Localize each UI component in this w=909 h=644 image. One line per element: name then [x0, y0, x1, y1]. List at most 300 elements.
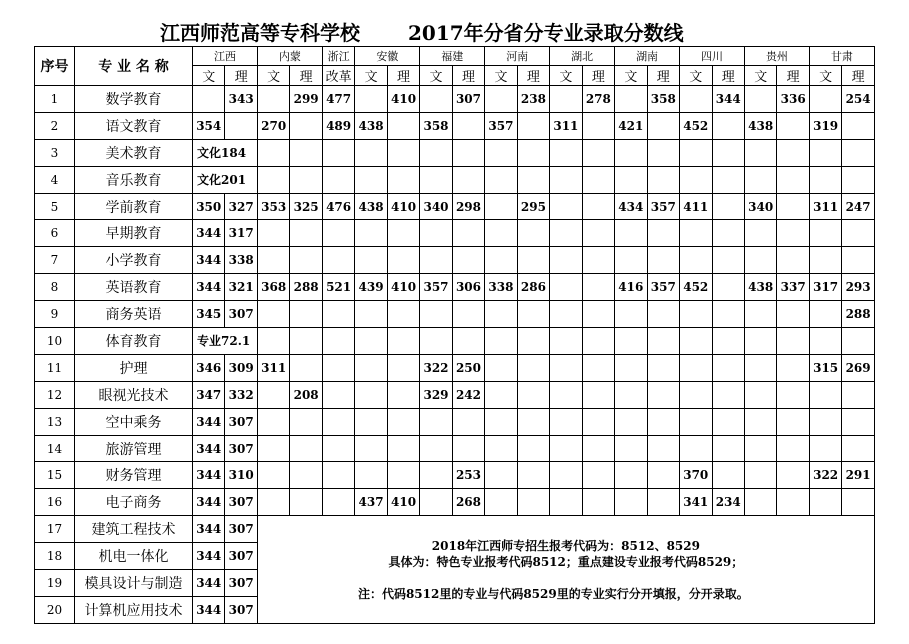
score-cell: 234 — [712, 489, 744, 516]
table-row — [35, 220, 875, 247]
score-cell: 338 — [225, 247, 257, 274]
score-cell — [809, 139, 841, 166]
score-cell — [712, 166, 744, 193]
score-cell — [485, 220, 517, 247]
score-cell: 286 — [517, 274, 549, 301]
score-cell — [452, 247, 484, 274]
score-cell — [842, 247, 874, 274]
score-cell: 307 — [452, 86, 484, 113]
table-row — [35, 516, 875, 543]
score-cell — [582, 435, 614, 462]
score-cell: 317 — [225, 220, 257, 247]
subject-header-li: 理 — [290, 66, 322, 86]
table-row — [35, 247, 875, 274]
score-cell — [680, 354, 712, 381]
score-cell — [712, 220, 744, 247]
subject-header-li: 理 — [582, 66, 614, 86]
score-cell — [680, 408, 712, 435]
score-cell — [550, 247, 582, 274]
score-cell — [517, 139, 549, 166]
score-cell — [355, 220, 387, 247]
major-name: 小学教育 — [75, 247, 193, 274]
score-cell: 288 — [290, 274, 322, 301]
score-cell — [290, 462, 322, 489]
score-cell — [582, 301, 614, 328]
score-cell — [744, 462, 776, 489]
score-cell — [355, 247, 387, 274]
score-cell — [777, 301, 809, 328]
score-cell — [809, 301, 841, 328]
score-cell: 337 — [777, 274, 809, 301]
score-cell: 344 — [193, 570, 225, 597]
score-cell — [257, 301, 289, 328]
score-cell: 299 — [290, 86, 322, 113]
score-cell: 354 — [193, 112, 225, 139]
province-header: 内蒙 — [257, 47, 322, 66]
score-cell — [777, 489, 809, 516]
score-cell — [777, 247, 809, 274]
province-header: 四川 — [680, 47, 745, 66]
score-cell — [420, 489, 452, 516]
subject-header-li: 理 — [712, 66, 744, 86]
score-cell: 322 — [809, 462, 841, 489]
major-name: 机电一体化 — [75, 543, 193, 570]
major-name: 体育教育 — [75, 328, 193, 355]
table-row — [35, 274, 875, 301]
score-cell: 438 — [744, 112, 776, 139]
score-cell — [842, 139, 874, 166]
row-seq: 18 — [35, 543, 75, 570]
score-cell — [842, 489, 874, 516]
row-seq: 1 — [35, 86, 75, 113]
note-line-3: 注：代码8512里的专业与代码8529里的专业实行分开填报，分开录取。 — [357, 586, 749, 601]
score-cell: 344 — [193, 596, 225, 623]
row-seq: 2 — [35, 112, 75, 139]
score-cell: 322 — [420, 354, 452, 381]
score-cell — [225, 112, 257, 139]
score-cell — [582, 247, 614, 274]
table-row — [35, 328, 875, 355]
score-cell: 238 — [517, 86, 549, 113]
score-cell: 332 — [225, 381, 257, 408]
score-cell — [680, 301, 712, 328]
score-cell — [744, 220, 776, 247]
score-cell — [550, 193, 582, 220]
score-cell — [355, 354, 387, 381]
table-row — [35, 139, 875, 166]
score-cell — [485, 462, 517, 489]
score-cell: 489 — [322, 112, 354, 139]
score-cell — [290, 328, 322, 355]
score-cell — [420, 86, 452, 113]
score-cell — [842, 112, 874, 139]
score-cell — [550, 139, 582, 166]
row-seq: 16 — [35, 489, 75, 516]
table-row — [35, 381, 875, 408]
score-cell: 357 — [647, 193, 679, 220]
subject-header-li: 理 — [842, 66, 874, 86]
score-cell — [485, 381, 517, 408]
score-cell: 416 — [615, 274, 647, 301]
score-cell — [485, 354, 517, 381]
score-cell — [550, 166, 582, 193]
row-seq: 10 — [35, 328, 75, 355]
score-cell — [387, 112, 419, 139]
score-cell — [680, 435, 712, 462]
score-cell — [257, 408, 289, 435]
score-cell: 357 — [485, 112, 517, 139]
score-cell — [290, 166, 322, 193]
score-cell: 242 — [452, 381, 484, 408]
score-cell — [257, 139, 289, 166]
score-cell — [647, 247, 679, 274]
score-cell — [420, 435, 452, 462]
score-cell: 344 — [193, 220, 225, 247]
score-cell — [712, 462, 744, 489]
score-cell — [257, 489, 289, 516]
score-cell — [550, 489, 582, 516]
score-cell — [550, 408, 582, 435]
subject-header-wen: 文 — [193, 66, 225, 86]
score-cell — [322, 139, 354, 166]
province-header: 江西 — [193, 47, 258, 66]
row-seq: 12 — [35, 381, 75, 408]
note-line-2: 具体为：特色专业报考代码8512；重点建设专业报考代码8529； — [388, 554, 744, 569]
score-cell: 340 — [420, 193, 452, 220]
score-cell — [290, 435, 322, 462]
score-cell: 439 — [355, 274, 387, 301]
score-cell: 410 — [387, 193, 419, 220]
major-name: 空中乘务 — [75, 408, 193, 435]
province-header: 甘肃 — [809, 47, 874, 66]
score-cell: 338 — [485, 274, 517, 301]
score-cell — [744, 139, 776, 166]
row-seq: 6 — [35, 220, 75, 247]
subject-header-wen: 文 — [550, 66, 582, 86]
score-cell: 345 — [193, 301, 225, 328]
major-name: 音乐教育 — [75, 166, 193, 193]
row-seq: 8 — [35, 274, 75, 301]
subject-header-wen: 文 — [809, 66, 841, 86]
score-cell — [550, 301, 582, 328]
score-cell — [777, 193, 809, 220]
score-cell: 269 — [842, 354, 874, 381]
major-header: 专 业 名 称 — [75, 47, 193, 86]
score-cell — [744, 328, 776, 355]
score-cell — [647, 408, 679, 435]
score-cell: 344 — [193, 435, 225, 462]
score-cell: 347 — [193, 381, 225, 408]
score-cell: 452 — [680, 112, 712, 139]
province-header: 贵州 — [744, 47, 809, 66]
score-cell — [517, 301, 549, 328]
score-cell — [582, 462, 614, 489]
score-cell — [647, 328, 679, 355]
score-cell — [842, 328, 874, 355]
score-cell — [290, 247, 322, 274]
table-row — [35, 166, 875, 193]
score-cell — [712, 301, 744, 328]
school-name: 江西师范高等专科学校 — [160, 21, 360, 45]
score-cell: 307 — [225, 516, 257, 543]
score-cell — [712, 408, 744, 435]
row-seq: 15 — [35, 462, 75, 489]
score-cell: 307 — [225, 435, 257, 462]
score-cell: 295 — [517, 193, 549, 220]
score-cell — [842, 381, 874, 408]
score-cell — [257, 435, 289, 462]
score-cell — [582, 381, 614, 408]
score-cell: 438 — [355, 112, 387, 139]
score-cell: 438 — [355, 193, 387, 220]
score-cell — [777, 381, 809, 408]
table-row — [35, 301, 875, 328]
score-cell — [290, 489, 322, 516]
score-cell — [680, 220, 712, 247]
score-cell — [420, 139, 452, 166]
row-seq: 9 — [35, 301, 75, 328]
score-cell — [322, 354, 354, 381]
score-cell: 317 — [809, 274, 841, 301]
row-seq: 14 — [35, 435, 75, 462]
score-cell — [744, 301, 776, 328]
score-cell — [809, 381, 841, 408]
score-cell: 298 — [452, 193, 484, 220]
score-cell — [452, 435, 484, 462]
score-cell — [517, 220, 549, 247]
score-cell — [387, 220, 419, 247]
score-cell — [387, 435, 419, 462]
score-cell — [582, 328, 614, 355]
score-cell: 293 — [842, 274, 874, 301]
score-cell — [387, 381, 419, 408]
score-cell — [420, 220, 452, 247]
score-cell: 370 — [680, 462, 712, 489]
subject-header-li: 理 — [647, 66, 679, 86]
score-cell — [322, 166, 354, 193]
score-cell: 344 — [712, 86, 744, 113]
score-cell — [842, 166, 874, 193]
merged-score: 文化184 — [193, 139, 258, 166]
subject-header-wen: 文 — [485, 66, 517, 86]
score-cell: 368 — [257, 274, 289, 301]
score-cell — [777, 354, 809, 381]
score-cell — [517, 408, 549, 435]
province-header: 湖南 — [615, 47, 680, 66]
score-cell — [485, 166, 517, 193]
score-cell: 288 — [842, 301, 874, 328]
score-cell: 358 — [420, 112, 452, 139]
table-row — [35, 489, 875, 516]
score-cell — [712, 112, 744, 139]
subject-header-li: 理 — [517, 66, 549, 86]
score-cell — [615, 220, 647, 247]
score-cell: 307 — [225, 596, 257, 623]
score-cell: 250 — [452, 354, 484, 381]
score-cell — [744, 408, 776, 435]
table-row — [35, 86, 875, 113]
score-cell — [615, 408, 647, 435]
major-name: 学前教育 — [75, 193, 193, 220]
row-seq: 3 — [35, 139, 75, 166]
score-cell — [712, 354, 744, 381]
major-name: 旅游管理 — [75, 435, 193, 462]
score-cell — [517, 112, 549, 139]
score-cell — [517, 328, 549, 355]
score-cell — [777, 462, 809, 489]
score-table — [34, 46, 875, 624]
score-cell — [744, 166, 776, 193]
score-cell — [485, 86, 517, 113]
score-cell: 452 — [680, 274, 712, 301]
major-name: 美术教育 — [75, 139, 193, 166]
merged-score: 文化201 — [193, 166, 258, 193]
score-cell — [355, 462, 387, 489]
score-cell — [485, 328, 517, 355]
score-cell — [647, 301, 679, 328]
score-cell — [420, 166, 452, 193]
score-cell — [355, 328, 387, 355]
score-cell — [615, 139, 647, 166]
score-cell — [809, 489, 841, 516]
score-cell — [290, 112, 322, 139]
score-cell — [517, 435, 549, 462]
score-cell: 310 — [225, 462, 257, 489]
major-name: 计算机应用技术 — [75, 596, 193, 623]
score-cell — [452, 408, 484, 435]
score-cell — [615, 489, 647, 516]
score-cell — [680, 166, 712, 193]
score-cell: 325 — [290, 193, 322, 220]
note-spacer — [258, 570, 874, 586]
score-cell — [452, 220, 484, 247]
score-cell — [387, 328, 419, 355]
score-cell — [647, 220, 679, 247]
score-cell — [257, 381, 289, 408]
score-cell — [517, 381, 549, 408]
score-cell: 410 — [387, 489, 419, 516]
score-cell — [322, 220, 354, 247]
major-name: 英语教育 — [75, 274, 193, 301]
score-cell — [452, 166, 484, 193]
score-cell — [420, 301, 452, 328]
score-cell: 344 — [193, 408, 225, 435]
score-cell — [582, 193, 614, 220]
score-cell — [550, 381, 582, 408]
score-cell — [290, 408, 322, 435]
merged-score: 专业72.1 — [193, 328, 258, 355]
score-cell — [680, 381, 712, 408]
major-name: 模具设计与制造 — [75, 570, 193, 597]
score-cell: 319 — [809, 112, 841, 139]
subject-header-wen: 文 — [615, 66, 647, 86]
score-cell — [517, 489, 549, 516]
score-cell — [257, 328, 289, 355]
score-cell: 477 — [322, 86, 354, 113]
score-cell — [193, 86, 225, 113]
score-cell: 336 — [777, 86, 809, 113]
score-cell — [387, 247, 419, 274]
score-cell — [387, 354, 419, 381]
score-cell — [322, 408, 354, 435]
score-cell: 410 — [387, 86, 419, 113]
score-cell: 311 — [257, 354, 289, 381]
score-cell — [809, 86, 841, 113]
score-cell — [777, 435, 809, 462]
score-cell: 344 — [193, 489, 225, 516]
major-name: 护理 — [75, 354, 193, 381]
score-cell: 343 — [225, 86, 257, 113]
score-cell — [355, 435, 387, 462]
subject-header-wen: 文 — [355, 66, 387, 86]
score-cell — [582, 139, 614, 166]
score-cell: 311 — [550, 112, 582, 139]
score-cell: 521 — [322, 274, 354, 301]
score-cell: 208 — [290, 381, 322, 408]
score-cell — [647, 354, 679, 381]
score-cell — [842, 220, 874, 247]
score-cell — [647, 435, 679, 462]
table-row — [35, 193, 875, 220]
score-cell — [777, 166, 809, 193]
score-cell — [550, 435, 582, 462]
score-cell — [582, 112, 614, 139]
score-cell: 437 — [355, 489, 387, 516]
score-cell — [322, 381, 354, 408]
score-cell: 307 — [225, 408, 257, 435]
subject-header-li: 理 — [452, 66, 484, 86]
score-cell: 353 — [257, 193, 289, 220]
score-cell — [809, 435, 841, 462]
table-heading: 2017年分省分专业录取分数线 — [408, 21, 684, 45]
province-header: 浙江 — [322, 47, 354, 66]
score-cell — [257, 462, 289, 489]
note-line-1: 2018年江西师专招生报考代码为：8512、8529 — [431, 538, 700, 553]
score-cell: 268 — [452, 489, 484, 516]
score-cell — [647, 112, 679, 139]
major-name: 眼视光技术 — [75, 381, 193, 408]
score-cell — [615, 166, 647, 193]
score-cell — [452, 112, 484, 139]
score-cell: 315 — [809, 354, 841, 381]
score-cell — [387, 166, 419, 193]
score-cell — [420, 247, 452, 274]
score-cell — [387, 462, 419, 489]
score-cell — [582, 489, 614, 516]
score-cell — [615, 435, 647, 462]
enrollment-note — [257, 516, 874, 624]
subject-header-li: 理 — [387, 66, 419, 86]
score-cell: 357 — [420, 274, 452, 301]
score-cell: 344 — [193, 247, 225, 274]
score-cell — [809, 220, 841, 247]
score-cell — [355, 301, 387, 328]
score-cell: 253 — [452, 462, 484, 489]
table-row — [35, 435, 875, 462]
score-cell — [550, 354, 582, 381]
score-cell — [550, 328, 582, 355]
score-cell — [582, 408, 614, 435]
table-row — [35, 462, 875, 489]
row-seq: 4 — [35, 166, 75, 193]
score-cell — [420, 328, 452, 355]
score-cell — [809, 247, 841, 274]
score-cell — [615, 247, 647, 274]
score-cell: 410 — [387, 274, 419, 301]
score-cell: 307 — [225, 570, 257, 597]
score-cell — [257, 86, 289, 113]
score-cell — [615, 381, 647, 408]
